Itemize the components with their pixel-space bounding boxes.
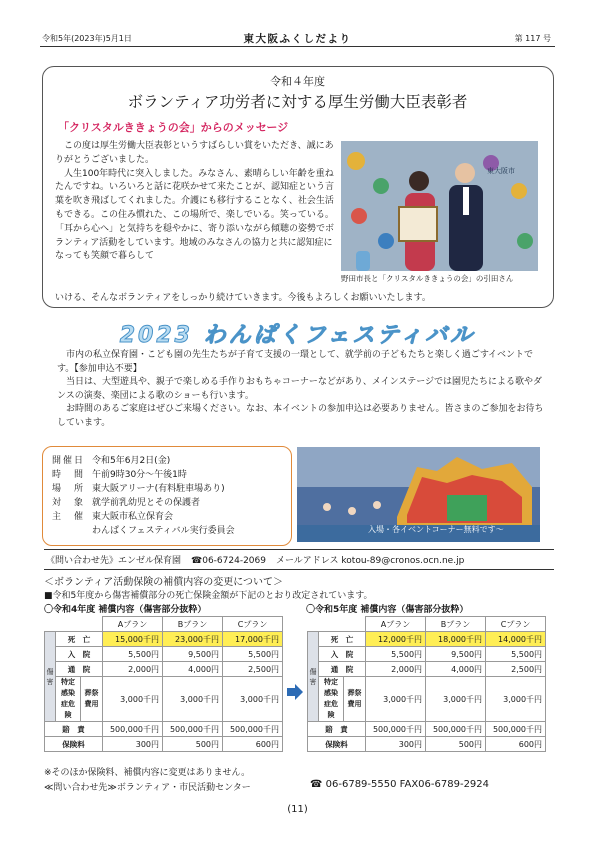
table-cell: 3,000千円 xyxy=(486,677,546,722)
table-side-label: 傷害 xyxy=(308,632,319,722)
table-cell: 3,000千円 xyxy=(103,677,163,722)
festival-description xyxy=(57,349,547,431)
plan-header: Bプラン xyxy=(426,617,486,632)
insurance-table-2022 xyxy=(44,616,283,752)
plan-header: Cプラン xyxy=(223,617,283,632)
newsletter-title: 東大阪ふくしだより xyxy=(243,33,352,45)
table-cell: 23,000千円 xyxy=(163,632,223,647)
table-row xyxy=(45,662,283,677)
photo-backdrop-text: 東大阪市 xyxy=(487,167,515,175)
issue-date: 令和5年(2023年)5月1日 xyxy=(42,34,132,43)
event-detail-label: 時 間 xyxy=(52,470,86,480)
plan-header: Aプラン xyxy=(103,617,163,632)
event-detail-value: 東大阪市私立保育会 xyxy=(92,512,174,522)
award-paragraph: 人生100年時代に突入しました。みなさん、素晴らしい年齢を重ねたんですね。いろいろと話に花咲かせて来たことが、認知症という言葉を吹き飛ばしてくれました。介護にも移行することなく、社会生活もできる。この住み慣れた、この場所で、楽しでいる。笑っている。「耳から心へ」と気持ちを穏やかに、寄り添いながら傾聴の姿勢でボランティア活動をしています。地域のみなさんの協力と共に認知症になっても笑顔で暮らして xyxy=(55,168,335,262)
table-row xyxy=(308,632,546,647)
table-cell: 500,000千円 xyxy=(163,722,223,737)
event-detail-label: 場 所 xyxy=(52,484,86,494)
event-detail-row xyxy=(52,467,187,480)
award-closing-line: いける、そんなボランティアをしっかり続けていきます。今後もよろしくお願いいたします。 xyxy=(55,293,431,303)
festival-paragraph: お時間のあるご家庭はぜひご来場ください。なお、本イベントの参加申込は必要ありません。皆さまのご参加をお待ちしています。 xyxy=(57,404,544,428)
row-label: 特定感染症危険 xyxy=(319,677,344,722)
insurance-note: ※そのほか保険料、補償内容に変更はありません。 xyxy=(44,768,251,778)
table-cell: 14,000千円 xyxy=(486,632,546,647)
row-label: 死 亡 xyxy=(56,632,103,647)
table-cell: 5,500円 xyxy=(103,647,163,662)
event-detail-row xyxy=(52,481,225,494)
table-cell: 3,000千円 xyxy=(163,677,223,722)
festival-contact-phone: ☎06-6724-2069 xyxy=(191,556,266,566)
insurance-intro: ■令和5年度から傷害補償部分の死亡保険金額が下記のとおり改定されています。 xyxy=(44,591,373,601)
table-row xyxy=(308,677,546,722)
table-cell: 3,000千円 xyxy=(366,677,426,722)
table-cell: 9,500円 xyxy=(426,647,486,662)
insurance-table-title-2022: 〇令和4年度 補償内容（傷害部分抜粋） xyxy=(44,605,207,615)
plan-header: Bプラン xyxy=(163,617,223,632)
arrow-right-icon xyxy=(286,683,304,705)
table-cell: 17,000千円 xyxy=(223,632,283,647)
festival-contact-email[interactable]: メールアドレス kotou-89@cronos.ocn.ne.jp xyxy=(275,556,465,566)
insurance-contact-label: ≪問い合わせ先≫ボランティア・市民活動センター xyxy=(44,783,251,793)
table-row xyxy=(45,677,283,722)
table-cell: 2,500円 xyxy=(486,662,546,677)
festival-contact-label: 《問い合わせ先》エンゼル保育園 xyxy=(46,556,182,566)
row-label: 死 亡 xyxy=(319,632,366,647)
insurance-table-2023 xyxy=(307,616,546,752)
award-subtitle: 令和４年度 xyxy=(270,75,325,88)
festival-paragraph: 市内の私立保育園・こども園の先生たちが子育て支援の一環として、就学前の子どもたちと楽しく過ごすイベントです。【参加申込不要】 xyxy=(57,350,534,374)
table-cell: 2,000円 xyxy=(103,662,163,677)
event-detail-value: 就学前乳幼児とその保護者 xyxy=(92,498,201,508)
table-cell: 500円 xyxy=(163,737,223,752)
table-row xyxy=(308,737,546,752)
table-side-label: 傷害 xyxy=(45,632,56,722)
festival-contact xyxy=(44,549,554,570)
table-cell: 2,000円 xyxy=(366,662,426,677)
header-divider xyxy=(40,46,555,47)
insurance-table-title-2023: 〇令和5年度 補償内容（傷害部分抜粋） xyxy=(306,605,469,615)
table-cell: 9,500円 xyxy=(163,647,223,662)
row-label: 保険料 xyxy=(45,737,103,752)
event-detail-value: わんぱくフェスティバル実行委員会 xyxy=(92,526,235,536)
table-cell: 500,000千円 xyxy=(486,722,546,737)
row-label: 通 院 xyxy=(319,662,366,677)
table-cell: 5,500円 xyxy=(366,647,426,662)
table-cell: 5,500円 xyxy=(486,647,546,662)
table-cell: 600円 xyxy=(486,737,546,752)
table-cell: 4,000円 xyxy=(426,662,486,677)
festival-paragraph: 当日は、大型遊具や、親子で楽しめる手作りおもちゃコーナーなどがあり、メインステージでは園児たちによる歌やダンスの演奏、楽団による歌のショーも行います。 xyxy=(57,377,543,401)
table-cell: 5,500円 xyxy=(223,647,283,662)
row-sublabel: 葬祭費用 xyxy=(344,677,366,722)
row-label: 入 院 xyxy=(319,647,366,662)
table-cell: 3,000千円 xyxy=(223,677,283,722)
table-cell: 300円 xyxy=(366,737,426,752)
table-row xyxy=(308,722,546,737)
event-detail-label: 対 象 xyxy=(52,498,86,508)
event-detail-row xyxy=(52,495,200,508)
table-cell: 4,000円 xyxy=(163,662,223,677)
table-cell: 500,000千円 xyxy=(103,722,163,737)
award-photo-caption: 野田市長と「クリスタルききょうの会」の引田さん xyxy=(341,274,514,283)
event-detail-value: 午前9時30分～午後1時 xyxy=(92,470,187,480)
event-detail-label: 開催日 xyxy=(52,456,86,466)
table-cell: 3,000千円 xyxy=(426,677,486,722)
table-cell: 500,000千円 xyxy=(426,722,486,737)
row-label: 特定感染症危険 xyxy=(56,677,81,722)
row-label: 賠 責 xyxy=(45,722,103,737)
table-row xyxy=(308,647,546,662)
table-header-row xyxy=(308,617,546,632)
row-label: 保険料 xyxy=(308,737,366,752)
page-number: (11) xyxy=(287,804,308,815)
table-cell: 15,000千円 xyxy=(103,632,163,647)
row-label: 入 院 xyxy=(56,647,103,662)
festival-title: 2023 わんぱくフェスティバル xyxy=(119,323,476,348)
event-detail-value: 東大阪アリーナ(有料駐車場あり) xyxy=(92,484,225,494)
event-detail-row xyxy=(52,453,170,466)
table-header-row xyxy=(45,617,283,632)
table-row xyxy=(45,722,283,737)
event-detail-label: 主 催 xyxy=(52,512,86,522)
table-cell: 600円 xyxy=(223,737,283,752)
event-detail-row xyxy=(52,523,235,536)
table-row xyxy=(45,647,283,662)
table-row xyxy=(45,737,283,752)
event-detail-value: 令和5年6月2日(金) xyxy=(92,456,171,466)
table-cell: 500,000千円 xyxy=(366,722,426,737)
event-detail-row xyxy=(52,509,173,522)
table-row xyxy=(308,662,546,677)
table-cell: 18,000千円 xyxy=(426,632,486,647)
row-label: 賠 責 xyxy=(308,722,366,737)
award-message-heading: 「クリスタルききょうの会」からのメッセージ xyxy=(58,121,289,134)
table-cell: 300円 xyxy=(103,737,163,752)
issue-number: 第 117 号 xyxy=(514,34,551,43)
table-cell: 500,000千円 xyxy=(223,722,283,737)
table-cell: 12,000千円 xyxy=(366,632,426,647)
award-photo xyxy=(341,141,538,271)
table-cell: 500円 xyxy=(426,737,486,752)
plan-header: Cプラン xyxy=(486,617,546,632)
row-label: 通 院 xyxy=(56,662,103,677)
plan-header: Aプラン xyxy=(366,617,426,632)
row-sublabel: 葬祭費用 xyxy=(81,677,103,722)
table-cell: 2,500円 xyxy=(223,662,283,677)
festival-photo-caption: 入場・各イベントコーナー無料です～ xyxy=(368,525,504,534)
award-title: ボランティア功労者に対する厚生労働大臣表彰者 xyxy=(127,93,468,111)
award-paragraph: この度は厚生労働大臣表彰というすばらしい賞をいただき、誠にありがとうございました。 xyxy=(55,141,334,165)
award-message-body xyxy=(55,140,335,264)
insurance-contact-phone: ☎ 06-6789-5550 FAX06-6789-2924 xyxy=(310,779,490,790)
table-row xyxy=(45,632,283,647)
insurance-heading: ＜ボランティア活動保険の補償内容の変更について＞ xyxy=(44,577,283,588)
